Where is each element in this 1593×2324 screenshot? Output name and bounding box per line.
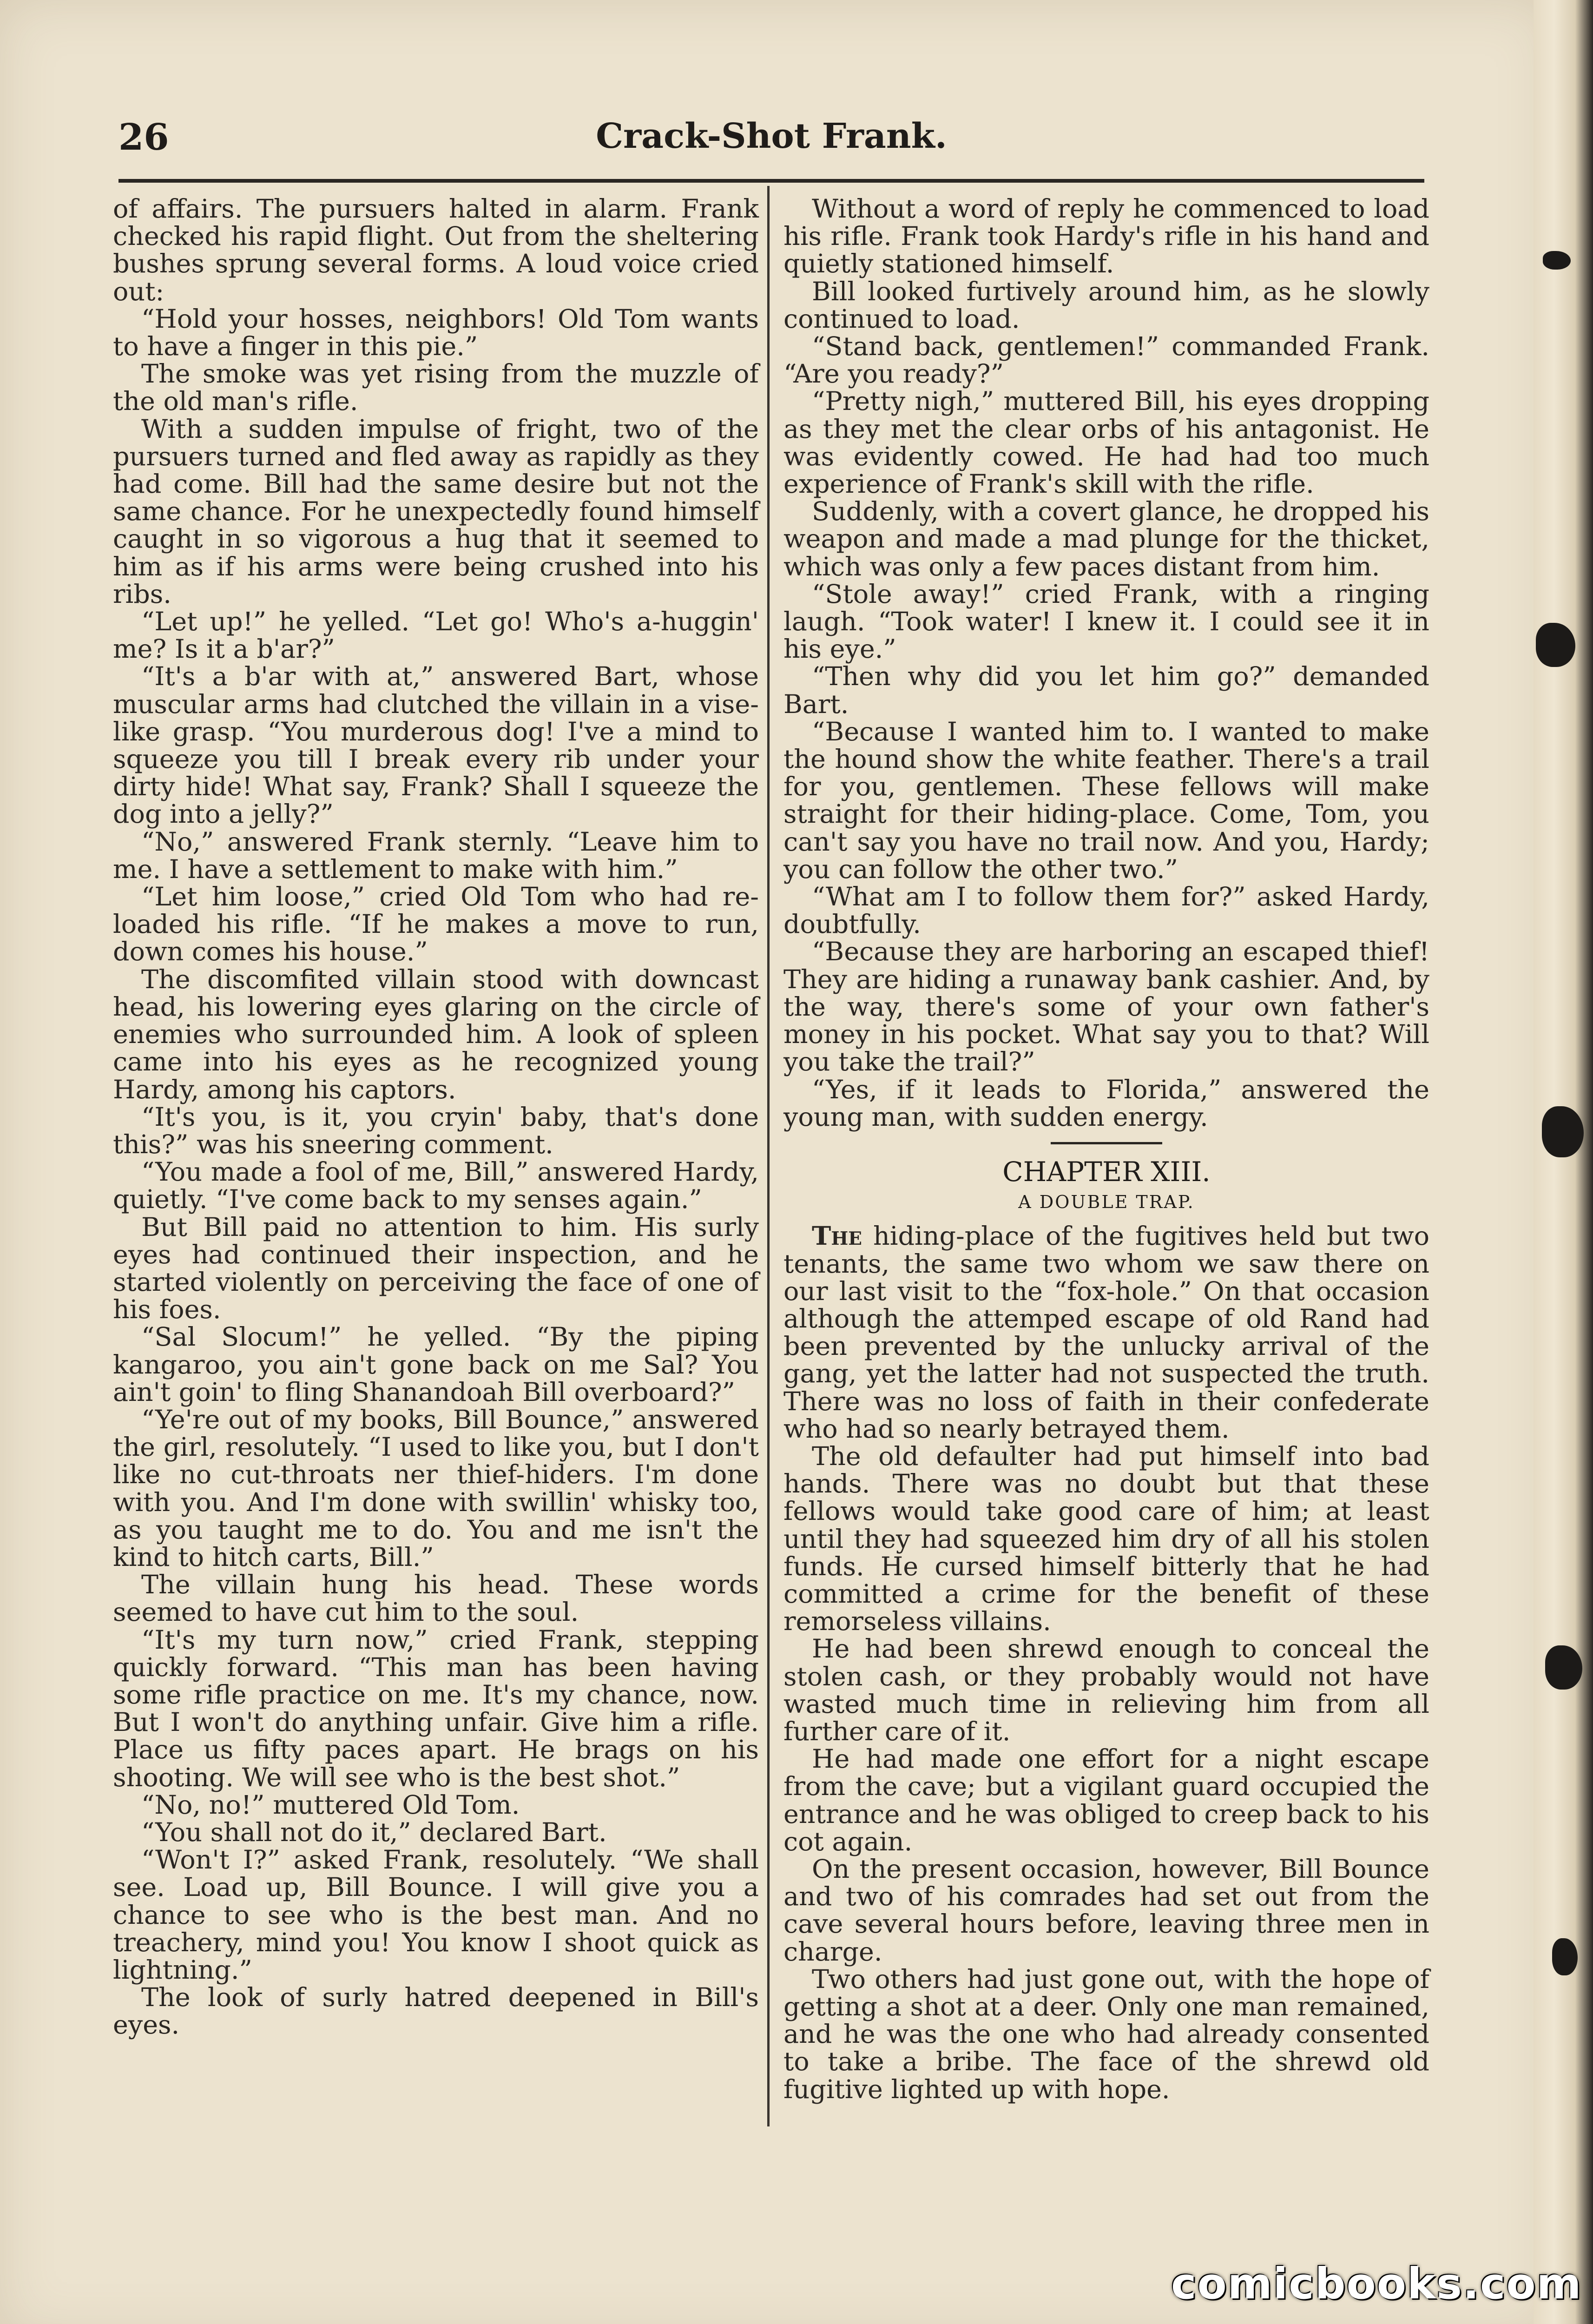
header-rule bbox=[118, 179, 1424, 183]
chapter-opening-word: The bbox=[812, 1221, 862, 1252]
running-title: Crack-Shot Frank. bbox=[596, 116, 947, 156]
page-header bbox=[118, 116, 1424, 167]
right-column-text bbox=[783, 195, 1429, 1131]
paragraph: “Stole away!” cried Frank, with a ringing laugh. “Took water! I knew it. I could see it in his eye.” bbox=[783, 579, 1429, 665]
left-column bbox=[113, 195, 759, 2039]
chapter-subtitle: A DOUBLE TRAP. bbox=[1018, 1192, 1195, 1213]
paragraph: “Let him loose,” cried Old Tom who had re-loaded his rifle. “If he makes a move to run, down comes his house.” bbox=[113, 882, 759, 967]
paragraph: He had made one effort for a night escape from the cave; but a vigilant guard occupied the entrance and he was obliged to creep back to his cot again. bbox=[783, 1744, 1429, 1857]
paragraph: With a sudden impulse of fright, two of the pursuers turned and fled away as rapidly as they had come. Bill had the same desire but not the same chance. For he unexpectedly found himself caught in so vigorous a hug that it seemed to him as if his arms were being crushed into his ribs. bbox=[113, 414, 759, 609]
chapter-heading: CHAPTER XIII. bbox=[1002, 1155, 1211, 1188]
paragraph: “You made a fool of me, Bill,” answered Hardy, quietly. “I've come back to my senses again.” bbox=[113, 1157, 759, 1215]
paragraph: The discomfited villain stood with downcast head, his lowering eyes glaring on the circle of enemies who surrounded him. A look of spleen came into his eyes as he recognized young Hardy, among his captors. bbox=[113, 964, 759, 1105]
right-column bbox=[783, 195, 1429, 2103]
paragraph: “Sal Slocum!” he yelled. “By the piping kangaroo, you ain't gone back on me Sal? You ain't goin' to fling Shanandoah Bill overboard?” bbox=[113, 1322, 759, 1407]
page-number: 26 bbox=[118, 116, 169, 158]
paragraph: The look of surly hatred deepened in Bill's eyes. bbox=[113, 1982, 759, 2040]
chapter-rule bbox=[1051, 1142, 1162, 1144]
paragraph: Without a word of reply he commenced to load his rifle. Frank took Hardy's rifle in his hand and quietly stationed himself. bbox=[783, 194, 1429, 279]
paragraph: “Won't I?” asked Frank, resolutely. “We shall see. Load up, Bill Bounce. I will give you a chance to see who is the best man. And no treachery, mind you! You know I shoot quick as lightning.” bbox=[113, 1845, 759, 1985]
paragraph: Two others had just gone out, with the hope of getting a shot at a deer. Only one man remained, and he was the one who had already consented to take a bribe. The face of the shrewd old fugitive lighted up with hope. bbox=[783, 1964, 1429, 2105]
paragraph: Bill looked furtively around him, as he slowly continued to load. bbox=[783, 276, 1429, 334]
paragraph: “Pretty nigh,” muttered Bill, his eyes dropping as they met the clear orbs of his antagonist. He was evidently cowed. He had had too much experience of Frank's skill with the rifle. bbox=[783, 386, 1429, 500]
paragraph: “It's you, is it, you cryin' baby, that's done this?” was his sneering comment. bbox=[113, 1102, 759, 1160]
torn-edge bbox=[1534, 0, 1593, 2324]
chapter-body bbox=[783, 1443, 1429, 2103]
paragraph: The smoke was yet rising from the muzzle of the old man's rifle. bbox=[113, 359, 759, 417]
paragraph: Suddenly, with a covert glance, he dropped his weapon and made a mad plunge for the thicket, which was only a few paces distant from him. bbox=[783, 496, 1429, 582]
watermark: comicbooks.com bbox=[1171, 2259, 1582, 2309]
paragraph: “No, no!” muttered Old Tom. bbox=[141, 1789, 520, 1820]
chapter-opening-paragraph bbox=[783, 1222, 1429, 1443]
paragraph: “Then why did you let him go?” demanded Bart. bbox=[783, 661, 1429, 720]
paragraph: On the present occasion, however, Bill Bounce and two of his comrades had set out from the cave several hours before, leaving three men in charge. bbox=[783, 1854, 1429, 1967]
column-divider bbox=[767, 186, 770, 2126]
paragraph: “It's a b'ar with at,” answered Bart, whose muscular arms had clutched the villain in a vise-like grasp. “You murderous dog! I've a mind to squeeze you till I break every rib under your dirty hide! What say, Frank? Shall I squeeze the dog into a jelly?” bbox=[113, 661, 759, 830]
paragraph: “Hold your hosses, neighbors! Old Tom wants to have a finger in this pie.” bbox=[113, 304, 759, 362]
paragraph: “You shall not do it,” declared Bart. bbox=[141, 1817, 607, 1848]
paragraph: “Because they are harboring an escaped thief! They are hiding a runaway bank cashier. And, by the way, there's some of your own father's money in his pocket. What say you to that? Will you take the trail?” bbox=[783, 937, 1429, 1077]
paragraph: “Yes, if it leads to Florida,” answered the young man, with sudden energy. bbox=[783, 1074, 1429, 1132]
paragraph: But Bill paid no attention to him. His surly eyes had continued their inspection, and he started violently on perceiving the face of one of his foes. bbox=[113, 1212, 759, 1325]
paragraph: “Let up!” he yelled. “Let go! Who's a-huggin' me? Is it a b'ar?” bbox=[113, 607, 759, 665]
paragraph: He had been shrewd enough to conceal the stolen cash, or they probably would not have wasted much time in relieving him from all further care of it. bbox=[783, 1634, 1429, 1747]
paragraph: of affairs. The pursuers halted in alarm. Frank checked his rapid flight. Out from the sheltering bushes sprung several forms. A loud voice cried out: bbox=[113, 194, 759, 307]
paragraph: “No,” answered Frank sternly. “Leave him to me. I have a settlement to make with him.” bbox=[113, 826, 759, 885]
paragraph: The villain hung his head. These words seemed to have cut him to the soul. bbox=[113, 1570, 759, 1628]
paragraph: “Ye're out of my books, Bill Bounce,” answered the girl, resolutely. “I used to like you, but I don't like no cut-throats ner thief-hiders. I'm done with you. And I'm done with swillin' whisky too, as you taught me to do. You and me isn't the kind to hitch carts, Bill.” bbox=[113, 1404, 759, 1572]
paragraph: “Stand back, gentlemen!” commanded Frank. “Are you ready?” bbox=[783, 331, 1429, 390]
paragraph: “Because I wanted him to. I wanted to make the hound show the white feather. There's a trail for you, gentlemen. These fellows will make straight for their hiding-place. Come, Tom, you can't say you have no trail now. And you, Hardy; you can follow the other two.” bbox=[783, 716, 1429, 885]
chapter-opening-text: hiding-place of the fugitives held but two tenants, the same two whom we saw there on our last visit to the “fox-hole.” On that occasion although the attemped escape of old Rand had been prevented by the unlucky arrival of the gang, yet the latter had not suspected the truth. There was no loss of faith in their confederate who had so nearly betrayed them. bbox=[783, 1221, 1429, 1444]
paragraph: “What am I to follow them for?” asked Hardy, doubtfully. bbox=[783, 882, 1429, 940]
paragraph: “It's my turn now,” cried Frank, stepping quickly forward. “This man has been having some rifle practice on me. It's my chance, now. But I won't do anything unfair. Give him a rifle. Place us fifty paces apart. He brags on his shooting. We will see who is the best shot.” bbox=[113, 1624, 759, 1793]
paragraph: The old defaulter had put himself into bad hands. There was no doubt but that these fellows would take good care of him; at least until they had squeezed him dry of all his stolen funds. He cursed himself bitterly that he had committed a crime for the benefit of these remorseless villains. bbox=[783, 1441, 1429, 1637]
